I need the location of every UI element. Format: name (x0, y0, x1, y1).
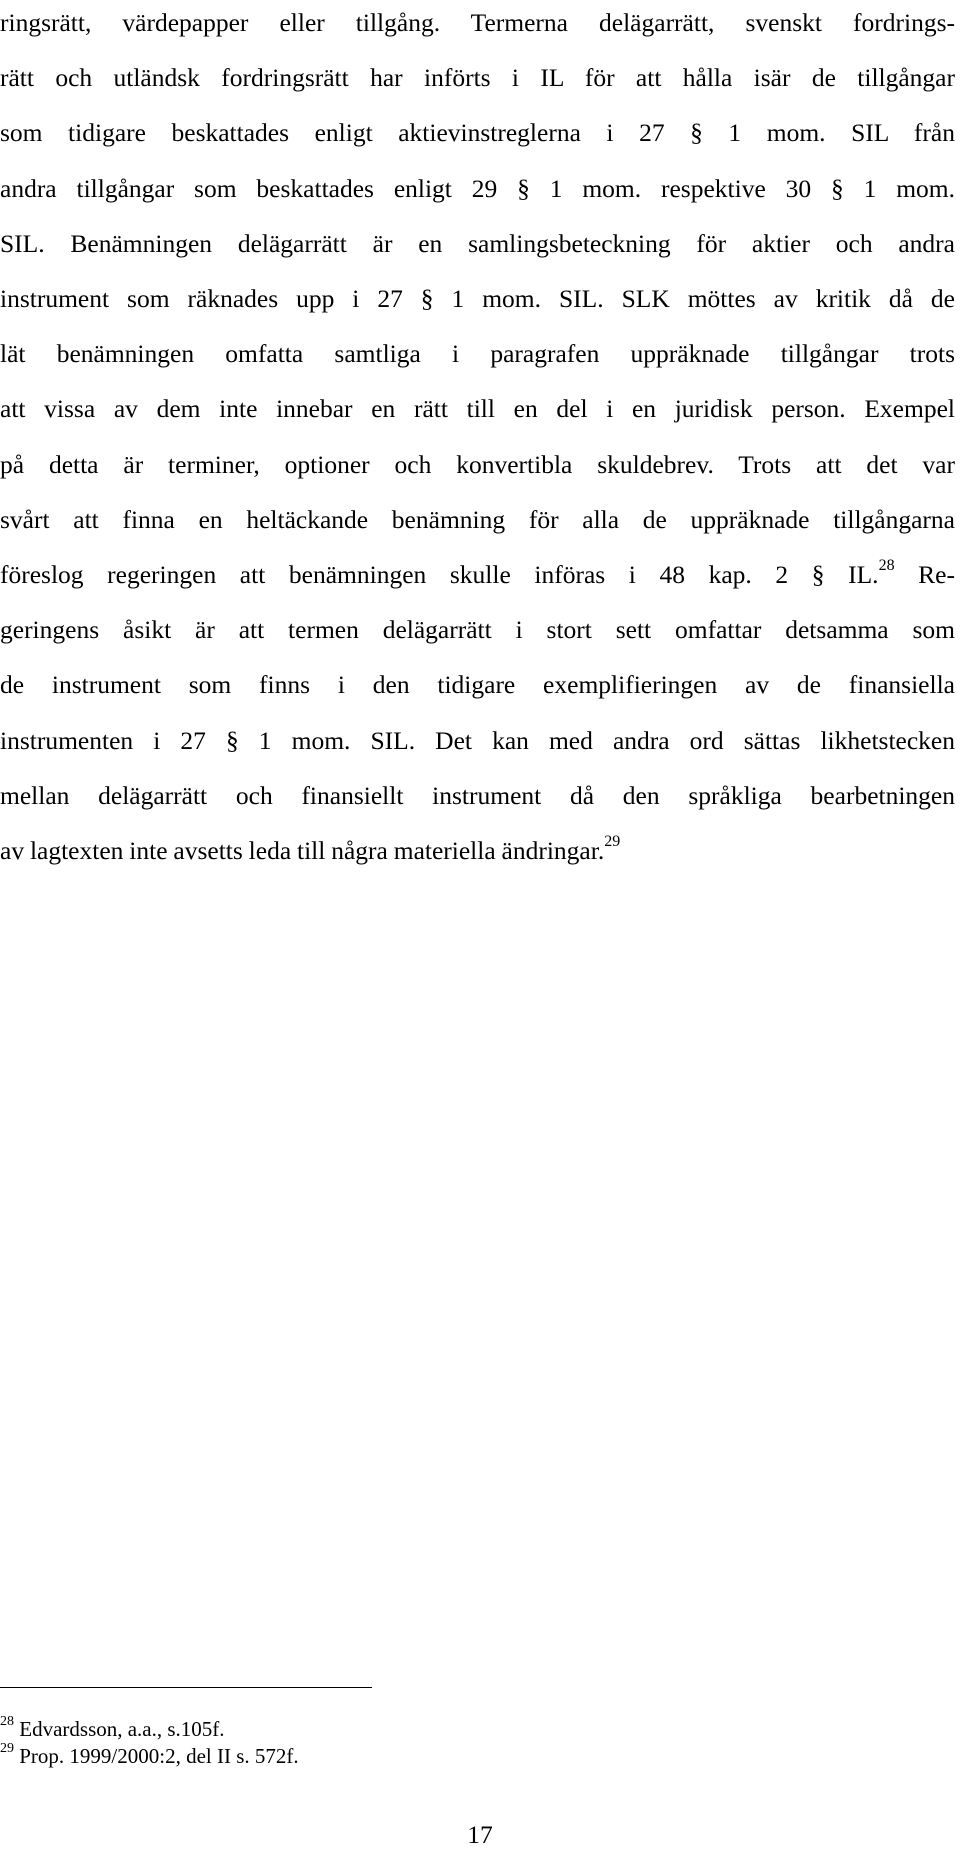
page-number: 17 (467, 1820, 493, 1849)
body-line: mellan delägarrätt och finansiellt instrument då den språkliga bearbetningen (0, 780, 955, 810)
body-line: andra tillgångar som beskattades enligt 29 § 1 mom. respektive 30 § 1 mom. (0, 173, 955, 203)
footnote-text: Edvardsson, a.a., s.105f. (14, 1717, 225, 1741)
footnote-number: 28 (0, 1714, 14, 1729)
body-line: SIL. Benämningen delägarrätt är en samlingsbeteckning för aktier och andra (0, 228, 955, 258)
footnote-text: Prop. 1999/2000:2, del II s. 572f. (14, 1744, 299, 1768)
body-line: rätt och utländsk fordringsrätt har införts i IL för att hålla isär de tillgångar (0, 63, 955, 93)
body-line: instrument som räknades upp i 27 § 1 mom. SIL. SLK möttes av kritik då de (0, 284, 955, 314)
body-paragraph (0, 0, 955, 878)
body-line-text: av lagtexten inte avsetts leda till några materiella ändringar. (0, 836, 605, 866)
footnote-separator (0, 1687, 372, 1688)
footnote-28 (0, 1716, 900, 1743)
body-line: geringens åsikt är att termen delägarrätt i stort sett omfattar detsamma som (0, 615, 955, 645)
body-line: instrumenten i 27 § 1 mom. SIL. Det kan med andra ord sättas likhetstecken (0, 725, 955, 755)
body-line: som tidigare beskattades enligt aktievinstreglerna i 27 § 1 mom. SIL från (0, 118, 955, 148)
body-line: ringsrätt, värdepapper eller tillgång. Termerna delägarrätt, svenskt fordrings- (0, 8, 955, 37)
body-line (0, 547, 955, 602)
body-line: lät benämningen omfatta samtliga i paragrafen uppräknade tillgångar trots (0, 339, 955, 369)
footnote-29 (0, 1743, 900, 1770)
body-line: på detta är terminer, optioner och konvertibla skuldebrev. Trots att det var (0, 449, 955, 479)
footnote-reference-29[interactable]: 29 (604, 832, 621, 850)
body-line: att vissa av dem inte innebar en rätt till en del i en juridisk person. Exempel (0, 394, 955, 424)
footnote-reference-28[interactable]: 28 (878, 556, 895, 574)
footnote-number: 29 (0, 1741, 14, 1756)
body-line (0, 823, 955, 878)
body-line-text: Re- (894, 560, 955, 590)
body-line: svårt att finna en heltäckande benämning för alla de uppräknade tillgångarna (0, 504, 955, 534)
body-line: de instrument som finns i den tidigare exemplifieringen av de finansiella (0, 670, 955, 700)
footnotes (0, 1716, 900, 1770)
body-line-text: föreslog regeringen att benämningen skulle införas i 48 kap. 2 § IL. (0, 560, 879, 590)
